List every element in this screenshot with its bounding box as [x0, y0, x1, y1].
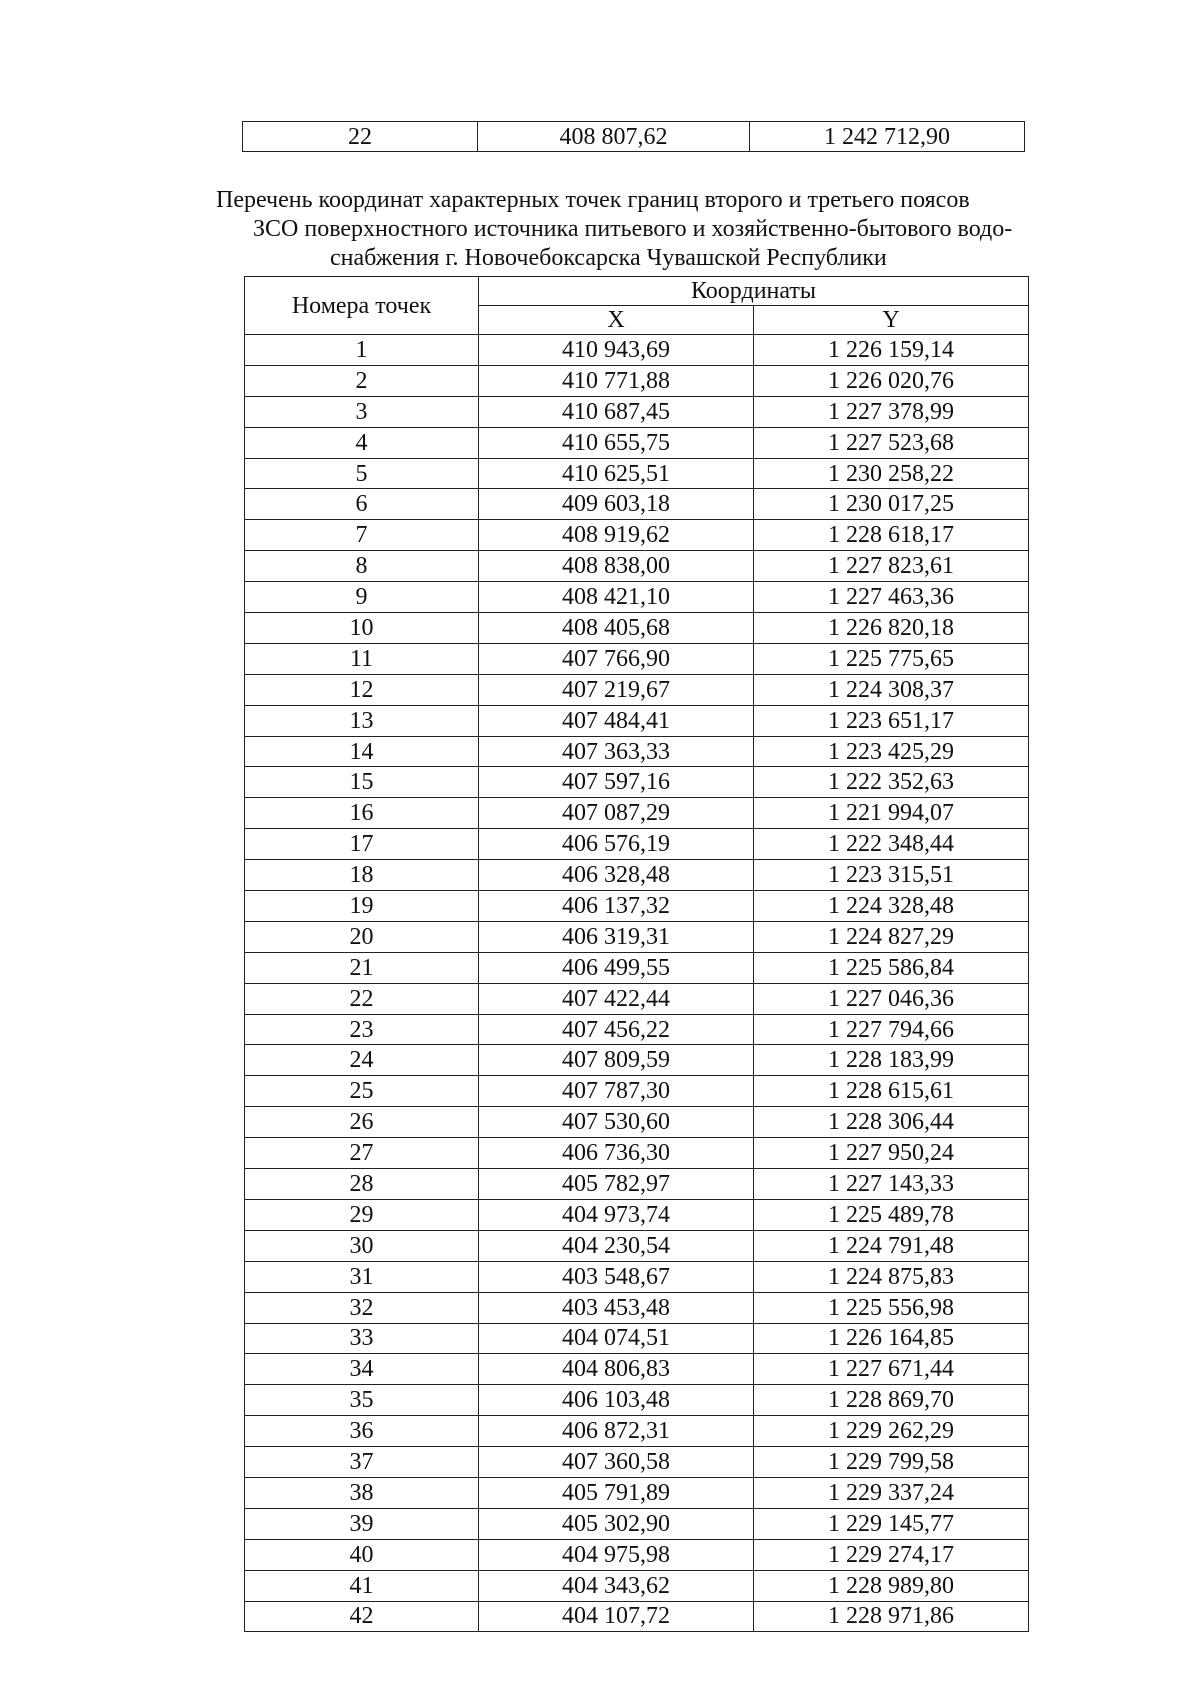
x-coordinate-cell: 407 809,59 [479, 1045, 754, 1076]
y-coordinate-cell: 1 228 989,80 [754, 1570, 1029, 1601]
point-number-cell: 10 [245, 613, 479, 644]
point-number-cell: 36 [245, 1416, 479, 1447]
table-row [245, 1292, 1029, 1323]
table-row [243, 122, 1025, 152]
y-coordinate-cell: 1 224 308,37 [754, 674, 1029, 705]
point-number-cell: 34 [245, 1354, 479, 1385]
x-coordinate-cell: 407 484,41 [479, 705, 754, 736]
x-coordinate-cell: 406 576,19 [479, 829, 754, 860]
table-row [245, 736, 1029, 767]
table-row [245, 767, 1029, 798]
y-coordinate-cell: 1 224 875,83 [754, 1261, 1029, 1292]
point-number-cell: 42 [245, 1601, 479, 1632]
x-coordinate-cell: 410 943,69 [479, 335, 754, 366]
table-row [245, 365, 1029, 396]
table-row [245, 1045, 1029, 1076]
x-coordinate-cell: 405 302,90 [479, 1508, 754, 1539]
table-row [245, 1508, 1029, 1539]
x-coordinate-cell: 404 074,51 [479, 1323, 754, 1354]
point-number-cell: 13 [245, 705, 479, 736]
table-row [245, 1354, 1029, 1385]
point-number-cell: 33 [245, 1323, 479, 1354]
point-number-cell: 28 [245, 1169, 479, 1200]
y-coordinate-cell: 1 227 523,68 [754, 427, 1029, 458]
x-coordinate-cell: 406 872,31 [479, 1416, 754, 1447]
x-coordinate-cell: 409 603,18 [479, 489, 754, 520]
y-coordinate-cell: 1 227 950,24 [754, 1138, 1029, 1169]
x-coordinate-cell: 407 456,22 [479, 1014, 754, 1045]
table-row [245, 489, 1029, 520]
y-coordinate-cell: 1 229 262,29 [754, 1416, 1029, 1447]
y-coordinate-cell: 1 224 827,29 [754, 921, 1029, 952]
y-coordinate-cell: 1 223 425,29 [754, 736, 1029, 767]
x-coordinate-cell: 408 405,68 [479, 613, 754, 644]
coordinates-table [244, 276, 1029, 1632]
table-row [245, 1014, 1029, 1045]
table-row [245, 1601, 1029, 1632]
x-coordinate-cell: 404 230,54 [479, 1230, 754, 1261]
title-line-1: Перечень координат характерных точек границ второго и третьего поясов [216, 187, 970, 213]
y-coordinate-cell: 1 226 164,85 [754, 1323, 1029, 1354]
x-coordinate-cell: 410 655,75 [479, 427, 754, 458]
y-coordinate-cell: 1 223 651,17 [754, 705, 1029, 736]
x-coordinate-cell: 407 530,60 [479, 1107, 754, 1138]
header-row [245, 277, 1029, 306]
point-number-cell: 32 [245, 1292, 479, 1323]
y-coordinate-cell: 1 221 994,07 [754, 798, 1029, 829]
point-number-cell: 9 [245, 582, 479, 613]
y-coordinate-cell: 1 229 337,24 [754, 1477, 1029, 1508]
table-row [245, 860, 1029, 891]
point-number-cell: 6 [245, 489, 479, 520]
y-header: Y [754, 306, 1029, 335]
point-number-cell: 41 [245, 1570, 479, 1601]
x-header: X [479, 306, 754, 335]
y-coordinate-cell: 1 229 145,77 [754, 1508, 1029, 1539]
x-coordinate-cell: 403 453,48 [479, 1292, 754, 1323]
x-coordinate-cell: 404 343,62 [479, 1570, 754, 1601]
point-number-cell: 12 [245, 674, 479, 705]
point-number-cell: 27 [245, 1138, 479, 1169]
point-number-cell: 19 [245, 891, 479, 922]
table-row [245, 1107, 1029, 1138]
previous-table-last-row [242, 121, 1025, 152]
x-coordinate-cell: 405 782,97 [479, 1169, 754, 1200]
table-row [245, 1477, 1029, 1508]
table-row [245, 1230, 1029, 1261]
point-number-cell: 1 [245, 335, 479, 366]
title-line-2: ЗСО поверхностного источника питьевого и хозяйственно-бытового водо- [253, 216, 1013, 242]
y-coordinate-cell: 1 230 258,22 [754, 458, 1029, 489]
y-coordinate-cell: 1 228 183,99 [754, 1045, 1029, 1076]
point-number-cell: 22 [243, 122, 478, 152]
table-row [245, 643, 1029, 674]
point-number-cell: 35 [245, 1385, 479, 1416]
point-number-cell: 3 [245, 396, 479, 427]
point-number-cell: 17 [245, 829, 479, 860]
y-coordinate-cell: 1 226 020,76 [754, 365, 1029, 396]
point-number-cell: 31 [245, 1261, 479, 1292]
point-number-cell: 2 [245, 365, 479, 396]
point-number-cell: 30 [245, 1230, 479, 1261]
table-title [200, 186, 1100, 273]
point-number-cell: 25 [245, 1076, 479, 1107]
x-coordinate-cell: 410 771,88 [479, 365, 754, 396]
y-coordinate-cell: 1 242 712,90 [750, 122, 1025, 152]
point-number-cell: 22 [245, 983, 479, 1014]
x-coordinate-cell: 407 087,29 [479, 798, 754, 829]
y-coordinate-cell: 1 225 775,65 [754, 643, 1029, 674]
y-coordinate-cell: 1 227 378,99 [754, 396, 1029, 427]
x-coordinate-cell: 410 625,51 [479, 458, 754, 489]
table-row [245, 1323, 1029, 1354]
x-coordinate-cell: 407 597,16 [479, 767, 754, 798]
y-coordinate-cell: 1 226 820,18 [754, 613, 1029, 644]
x-coordinate-cell: 408 421,10 [479, 582, 754, 613]
y-coordinate-cell: 1 227 463,36 [754, 582, 1029, 613]
x-coordinate-cell: 406 103,48 [479, 1385, 754, 1416]
y-coordinate-cell: 1 227 671,44 [754, 1354, 1029, 1385]
table-row [245, 335, 1029, 366]
x-coordinate-cell: 404 975,98 [479, 1539, 754, 1570]
x-coordinate-cell: 404 806,83 [479, 1354, 754, 1385]
table-row [245, 829, 1029, 860]
table-row [245, 613, 1029, 644]
point-number-cell: 16 [245, 798, 479, 829]
x-coordinate-cell: 407 360,58 [479, 1447, 754, 1478]
table-row [245, 396, 1029, 427]
point-number-cell: 37 [245, 1447, 479, 1478]
x-coordinate-cell: 407 766,90 [479, 643, 754, 674]
x-coordinate-cell: 407 363,33 [479, 736, 754, 767]
point-number-cell: 4 [245, 427, 479, 458]
table-row [245, 705, 1029, 736]
table-row [245, 1138, 1029, 1169]
x-coordinate-cell: 404 973,74 [479, 1199, 754, 1230]
point-number-cell: 29 [245, 1199, 479, 1230]
y-coordinate-cell: 1 224 328,48 [754, 891, 1029, 922]
table-row [245, 1416, 1029, 1447]
table-row [245, 1570, 1029, 1601]
x-coordinate-cell: 407 219,67 [479, 674, 754, 705]
y-coordinate-cell: 1 227 143,33 [754, 1169, 1029, 1200]
y-coordinate-cell: 1 223 315,51 [754, 860, 1029, 891]
y-coordinate-cell: 1 225 586,84 [754, 952, 1029, 983]
table-row [245, 1385, 1029, 1416]
x-coordinate-cell: 404 107,72 [479, 1601, 754, 1632]
point-number-cell: 26 [245, 1107, 479, 1138]
point-number-cell: 38 [245, 1477, 479, 1508]
y-coordinate-cell: 1 227 046,36 [754, 983, 1029, 1014]
y-coordinate-cell: 1 226 159,14 [754, 335, 1029, 366]
point-number-cell: 23 [245, 1014, 479, 1045]
y-coordinate-cell: 1 222 348,44 [754, 829, 1029, 860]
y-coordinate-cell: 1 225 489,78 [754, 1199, 1029, 1230]
y-coordinate-cell: 1 222 352,63 [754, 767, 1029, 798]
point-number-cell: 11 [245, 643, 479, 674]
x-coordinate-cell: 407 422,44 [479, 983, 754, 1014]
table-row [245, 427, 1029, 458]
table-row [245, 1447, 1029, 1478]
point-number-cell: 7 [245, 520, 479, 551]
table-row [245, 891, 1029, 922]
title-line-3: снабжения г. Новочебоксарска Чувашской Республики [330, 245, 887, 271]
x-coordinate-cell: 405 791,89 [479, 1477, 754, 1508]
table-row [245, 1261, 1029, 1292]
table-row [245, 1169, 1029, 1200]
x-coordinate-cell: 403 548,67 [479, 1261, 754, 1292]
table-row [245, 798, 1029, 829]
x-coordinate-cell: 406 328,48 [479, 860, 754, 891]
y-coordinate-cell: 1 230 017,25 [754, 489, 1029, 520]
table-row [245, 458, 1029, 489]
y-coordinate-cell: 1 228 869,70 [754, 1385, 1029, 1416]
y-coordinate-cell: 1 228 306,44 [754, 1107, 1029, 1138]
x-coordinate-cell: 406 736,30 [479, 1138, 754, 1169]
table-row [245, 952, 1029, 983]
x-coordinate-cell: 406 319,31 [479, 921, 754, 952]
table-row [245, 1539, 1029, 1570]
y-coordinate-cell: 1 224 791,48 [754, 1230, 1029, 1261]
point-number-cell: 20 [245, 921, 479, 952]
x-coordinate-cell: 410 687,45 [479, 396, 754, 427]
coordinates-header: Координаты [479, 277, 1029, 306]
table-row [245, 582, 1029, 613]
table-row [245, 674, 1029, 705]
point-number-cell: 14 [245, 736, 479, 767]
table-row [245, 983, 1029, 1014]
point-number-cell: 18 [245, 860, 479, 891]
table-row [245, 1199, 1029, 1230]
coordinates-table-body [245, 335, 1029, 1632]
y-coordinate-cell: 1 229 799,58 [754, 1447, 1029, 1478]
y-coordinate-cell: 1 228 618,17 [754, 520, 1029, 551]
table-row [245, 1076, 1029, 1107]
y-coordinate-cell: 1 225 556,98 [754, 1292, 1029, 1323]
point-numbers-header: Номера точек [245, 277, 479, 335]
table-row [245, 551, 1029, 582]
x-coordinate-cell: 408 838,00 [479, 551, 754, 582]
x-coordinate-cell: 406 137,32 [479, 891, 754, 922]
x-coordinate-cell: 407 787,30 [479, 1076, 754, 1107]
table-row [245, 921, 1029, 952]
point-number-cell: 24 [245, 1045, 479, 1076]
x-coordinate-cell: 406 499,55 [479, 952, 754, 983]
y-coordinate-cell: 1 227 823,61 [754, 551, 1029, 582]
point-number-cell: 8 [245, 551, 479, 582]
point-number-cell: 21 [245, 952, 479, 983]
point-number-cell: 39 [245, 1508, 479, 1539]
point-number-cell: 5 [245, 458, 479, 489]
y-coordinate-cell: 1 228 615,61 [754, 1076, 1029, 1107]
table-row [245, 520, 1029, 551]
point-number-cell: 15 [245, 767, 479, 798]
x-coordinate-cell: 408 807,62 [478, 122, 750, 152]
y-coordinate-cell: 1 229 274,17 [754, 1539, 1029, 1570]
x-coordinate-cell: 408 919,62 [479, 520, 754, 551]
point-number-cell: 40 [245, 1539, 479, 1570]
y-coordinate-cell: 1 228 971,86 [754, 1601, 1029, 1632]
y-coordinate-cell: 1 227 794,66 [754, 1014, 1029, 1045]
